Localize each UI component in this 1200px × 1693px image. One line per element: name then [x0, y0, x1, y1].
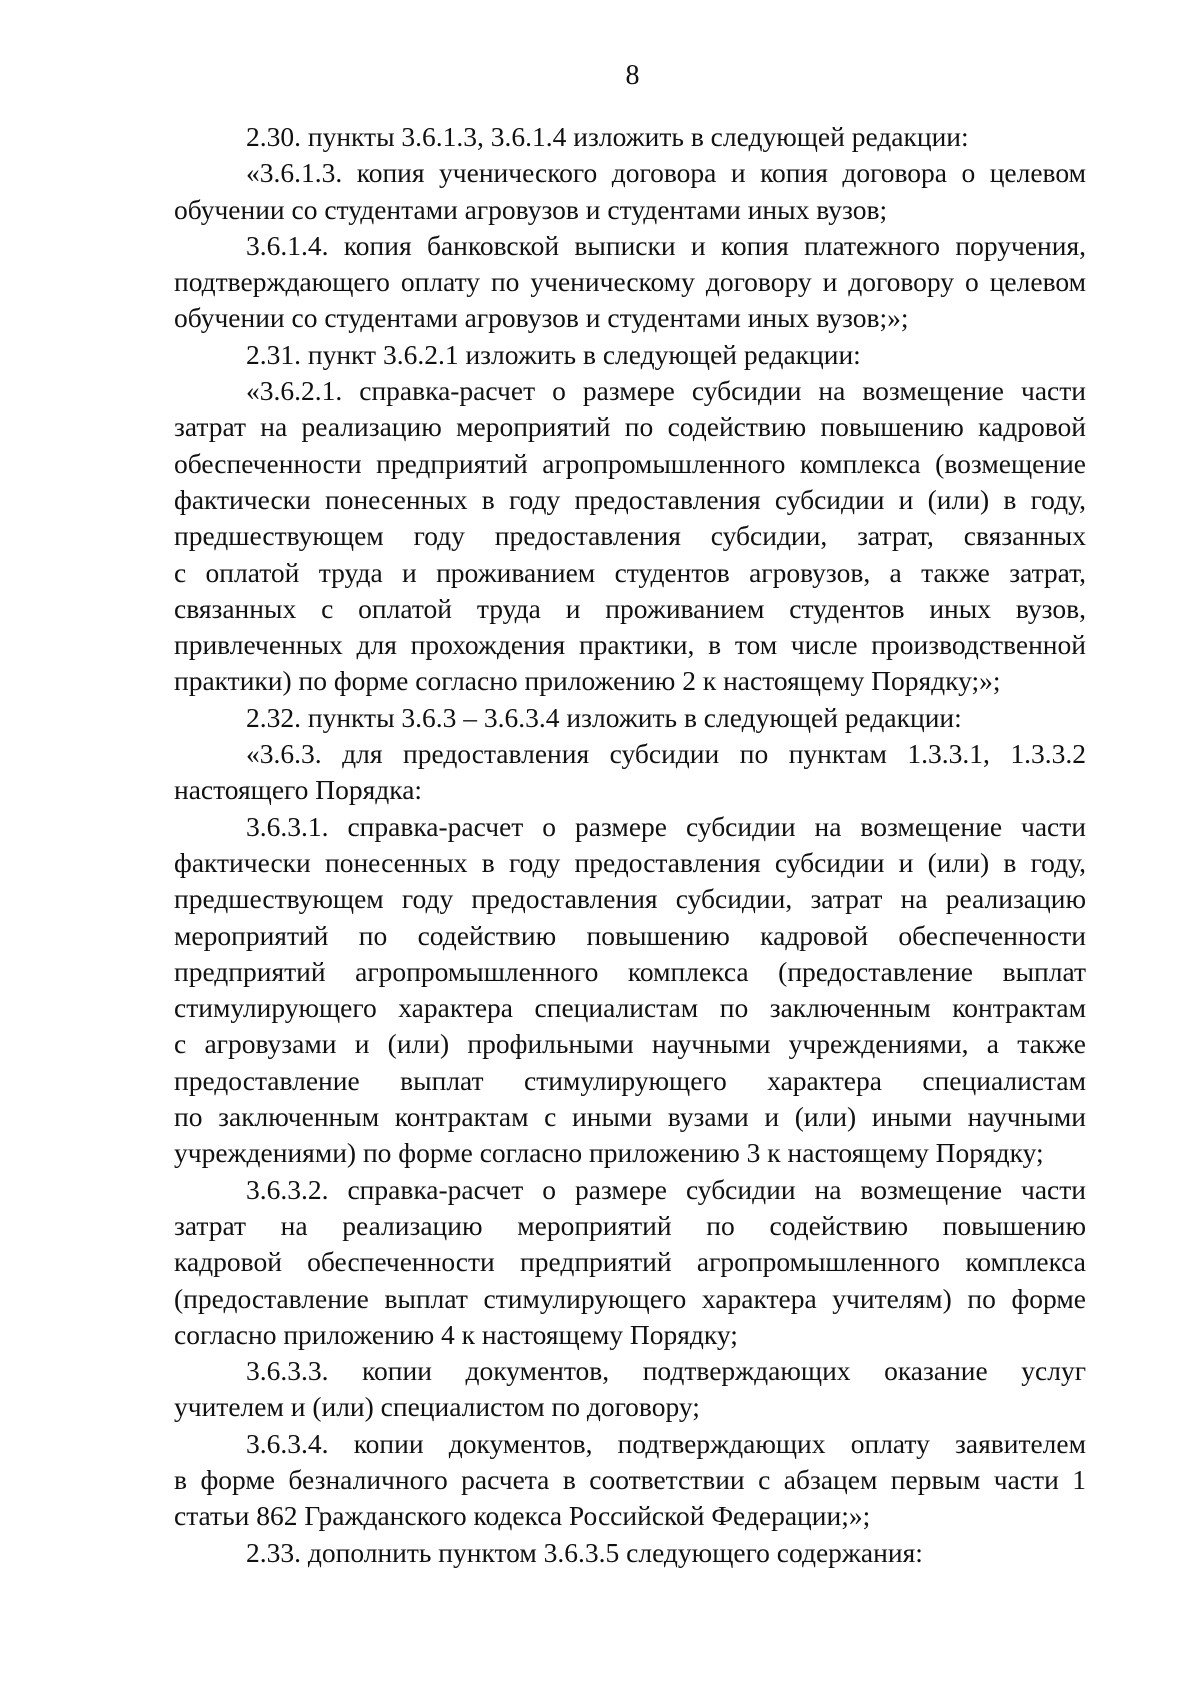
text-line: настоящего Порядка: — [174, 774, 423, 806]
text-line: «3.6.1.3. копия ученического договора и копия договора о целевом — [246, 157, 1086, 189]
text-line: 3.6.3.3. копии документов, подтверждающих оказание услуг — [246, 1355, 1086, 1387]
text-line: обучении со студентами агровузов и студентами иных вузов; — [174, 193, 888, 225]
text-line: по заключенным контрактам с иными вузами и (или) иными научными — [174, 1101, 1086, 1133]
page-number: 8 — [625, 60, 640, 91]
text-line: предшествующем году предоставления субсидии, затрат, связанных — [174, 520, 1086, 552]
text-line: фактически понесенных в году предоставления субсидии и (или) в году, — [174, 483, 1086, 515]
text-line: затрат на реализацию мероприятий по содействию повышению кадровой — [174, 411, 1086, 443]
text-line: с агровузами и (или) профильными научными учреждениями, а также — [174, 1028, 1086, 1060]
text-line: предприятий агропромышленного комплекса (предоставление выплат — [174, 955, 1086, 987]
text-line: учреждениями) по форме согласно приложению 3 к настоящему Порядку; — [174, 1137, 1044, 1169]
text-line: привлеченных для прохождения практики, в том числе производственной — [174, 629, 1086, 661]
text-line: 3.6.3.1. справка-расчет о размере субсидии на возмещение части — [246, 810, 1086, 842]
text-line: «3.6.2.1. справка-расчет о размере субсидии на возмещение части — [246, 375, 1086, 407]
text-line: обучении со студентами агровузов и студентами иных вузов;»; — [174, 302, 909, 334]
text-line: предоставление выплат стимулирующего характера специалистам — [174, 1064, 1086, 1096]
text-line: 3.6.1.4. копия банковской выписки и копия платежного поручения, — [246, 229, 1086, 261]
text-line: стимулирующего характера специалистам по заключенным контрактам — [174, 992, 1086, 1024]
text-line: затрат на реализацию мероприятий по содействию повышению — [174, 1209, 1086, 1241]
text-line: 2.33. дополнить пунктом 3.6.3.5 следующего содержания: — [246, 1536, 923, 1568]
text-line: кадровой обеспеченности предприятий агропромышленного комплекса — [174, 1246, 1086, 1278]
text-line: в форме безналичного расчета в соответствии с абзацем первым части 1 — [174, 1463, 1086, 1495]
document-body — [174, 119, 1086, 1571]
text-line: согласно приложению 4 к настоящему Порядку; — [174, 1318, 738, 1350]
text-line: мероприятий по содействию повышению кадровой обеспеченности — [174, 919, 1086, 951]
text-line: 3.6.3.4. копии документов, подтверждающих оплату заявителем — [246, 1427, 1086, 1459]
text-line: 2.32. пункты 3.6.3 – 3.6.3.4 изложить в следующей редакции: — [246, 701, 962, 733]
text-line: 3.6.3.2. справка-расчет о размере субсидии на возмещение части — [246, 1173, 1086, 1205]
text-line: практики) по форме согласно приложению 2 к настоящему Порядку;»; — [174, 665, 1001, 697]
text-line: учителем и (или) специалистом по договору; — [174, 1391, 700, 1423]
text-line: статьи 862 Гражданского кодекса Российской Федерации;»; — [174, 1500, 871, 1532]
text-line: 2.30. пункты 3.6.1.3, 3.6.1.4 изложить в следующей редакции: — [246, 121, 969, 152]
text-line: подтверждающего оплату по ученическому договору и договору о целевом — [174, 266, 1086, 298]
text-line: фактически понесенных в году предоставления субсидии и (или) в году, — [174, 846, 1086, 878]
text-line: 2.31. пункт 3.6.2.1 изложить в следующей редакции: — [246, 338, 861, 370]
text-line: связанных с оплатой труда и проживанием студентов иных вузов, — [174, 592, 1086, 624]
text-line: «3.6.3. для предоставления субсидии по пунктам 1.3.3.1, 1.3.3.2 — [246, 738, 1086, 770]
text-line: с оплатой труда и проживанием студентов агровузов, а также затрат, — [174, 556, 1086, 588]
text-line: предшествующем году предоставления субсидии, затрат на реализацию — [174, 883, 1086, 915]
text-line: (предоставление выплат стимулирующего характера учителям) по форме — [174, 1282, 1086, 1314]
text-line: обеспеченности предприятий агропромышленного комплекса (возмещение — [174, 447, 1086, 479]
